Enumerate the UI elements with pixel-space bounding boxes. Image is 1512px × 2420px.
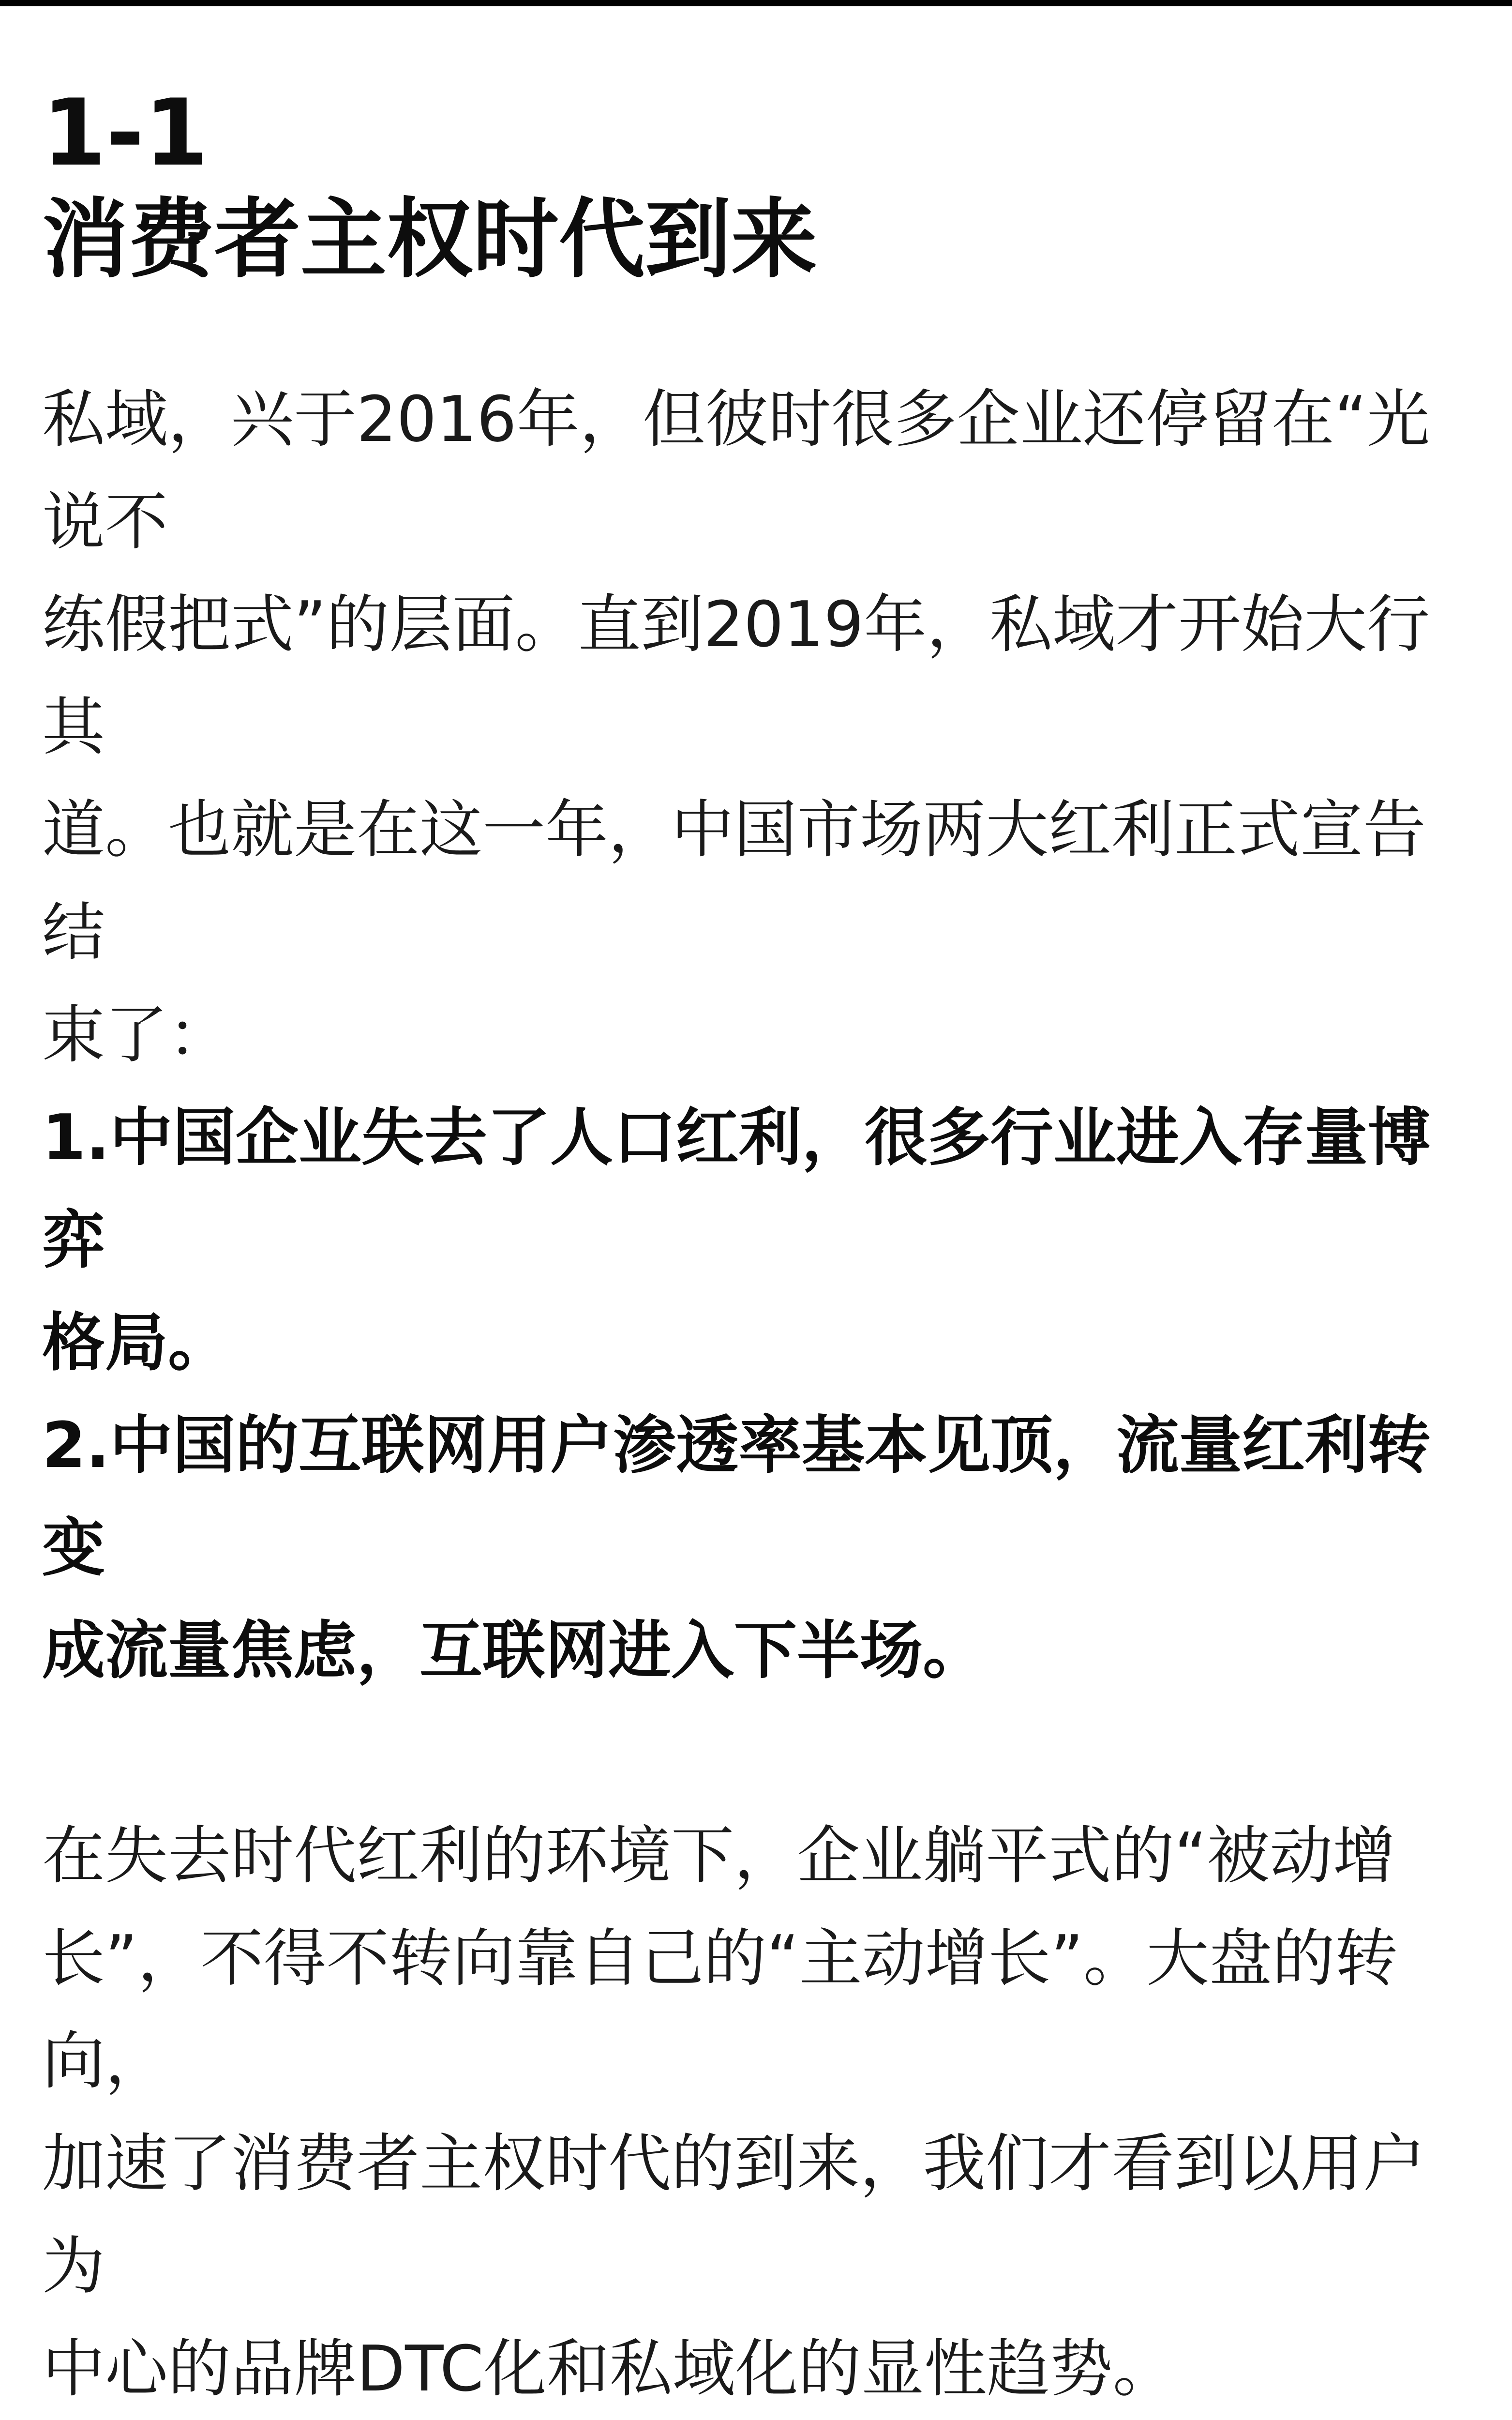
section-number: 1-1: [42, 79, 209, 186]
paragraph-point-1: [42, 1086, 1474, 1394]
paragraph-line: 长”，不得不转向靠自己的“主动增长”。大盘的转向，: [42, 1921, 1398, 2098]
paragraph-growth: [42, 1804, 1474, 2420]
section-title: 消费者主权时代到来: [42, 189, 817, 289]
article-body: [42, 79, 1474, 2420]
spacer: [42, 1702, 1474, 1804]
paragraph-line: 成流量焦虑，互联网进入下半场。: [42, 1614, 986, 1687]
paragraph-line: 2.中国的互联网用户渗透率基本见顶，流量红利转变: [42, 1408, 1431, 1585]
paragraph-intro: [42, 368, 1474, 1086]
paragraph-line: 中心的品牌DTC化和私域化的显性趋势。: [42, 2332, 1176, 2405]
top-rule: [0, 0, 1512, 6]
paragraph-line: 在失去时代红利的环境下，企业躺平式的“被动增: [42, 1819, 1396, 1892]
paragraph-line: 加速了消费者主权时代的到来，我们才看到以用户为: [42, 2127, 1426, 2303]
paragraph-line: 私域，兴于2016年，但彼时很多企业还停留在“光说不: [42, 382, 1430, 559]
paragraph-line: 束了：: [42, 998, 231, 1072]
paragraph-point-2: [42, 1394, 1474, 1702]
paragraph-line: 格局。: [42, 1306, 231, 1379]
paragraph-line: 1.中国企业失去了人口红利，很多行业进入存量博弈: [42, 1101, 1431, 1277]
paragraph-line: 道。也就是在这一年，中国市场两大红利正式宣告结: [42, 793, 1426, 969]
paragraph-line: 练假把式”的层面。直到2019年，私域才开始大行其: [42, 588, 1430, 764]
